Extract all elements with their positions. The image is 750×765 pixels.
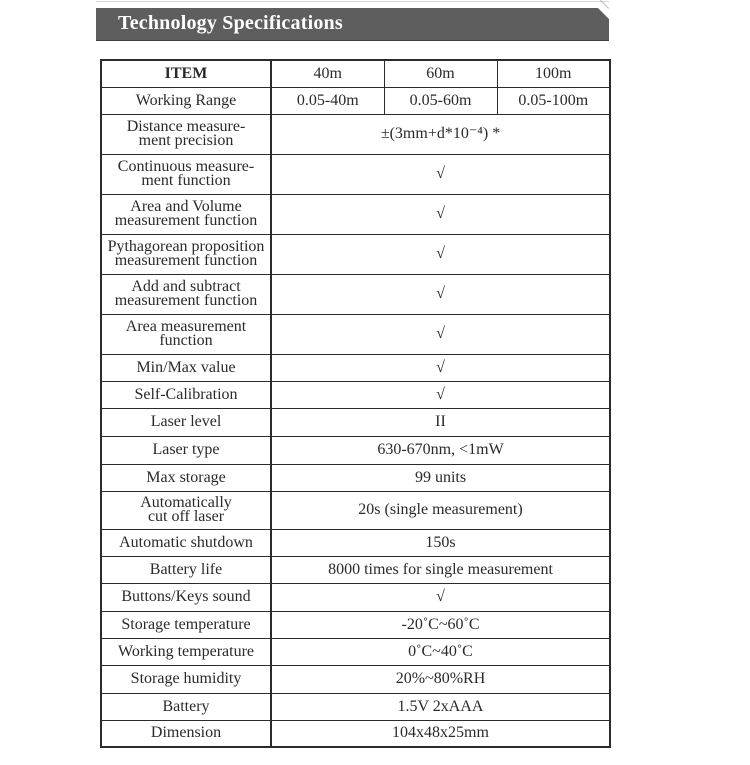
column-header-60m: 60m bbox=[384, 60, 497, 87]
top-rule bbox=[96, 1, 609, 2]
row-label-line: cut off laser bbox=[147, 508, 225, 525]
row-label-line: Area and Volume bbox=[130, 198, 242, 215]
row-label-line: measurement function bbox=[114, 212, 258, 229]
row-label bbox=[101, 154, 271, 194]
row-label: Max storage bbox=[101, 464, 271, 491]
table-row bbox=[101, 154, 610, 194]
table-row bbox=[101, 436, 610, 464]
row-label: Battery life bbox=[101, 556, 271, 583]
cell-value: 1.5V 2xAAA bbox=[271, 693, 610, 720]
corner-fold-decoration bbox=[598, 8, 609, 19]
cell-value: 0.05-100m bbox=[497, 87, 610, 114]
row-label-line: function bbox=[159, 332, 213, 349]
cell-value: 104x48x25mm bbox=[271, 720, 610, 747]
table-row bbox=[101, 583, 610, 611]
row-label: Working Range bbox=[101, 87, 271, 114]
table-row bbox=[101, 314, 610, 354]
cell-value: -20˚C~60˚C bbox=[271, 611, 610, 638]
check-mark: √ bbox=[271, 154, 610, 194]
cell-value: 0˚C~40˚C bbox=[271, 638, 610, 665]
table-header-row bbox=[101, 60, 610, 87]
table-row bbox=[101, 464, 610, 491]
table-row bbox=[101, 354, 610, 381]
row-label: Dimension bbox=[101, 720, 271, 747]
table-row bbox=[101, 529, 610, 556]
row-label: Battery bbox=[101, 693, 271, 720]
cell-value: 0.05-60m bbox=[384, 87, 497, 114]
row-label: Storage temperature bbox=[101, 611, 271, 638]
table-row bbox=[101, 194, 610, 234]
row-label: Laser level bbox=[101, 408, 271, 436]
row-label bbox=[101, 114, 271, 154]
column-header-40m: 40m bbox=[271, 60, 384, 87]
cell-value: II bbox=[271, 408, 610, 436]
check-mark: √ bbox=[271, 274, 610, 314]
row-label: Buttons/Keys sound bbox=[101, 583, 271, 611]
check-mark: √ bbox=[271, 194, 610, 234]
cell-value: 20s (single measurement) bbox=[271, 491, 610, 529]
row-label-line: measurement function bbox=[114, 252, 258, 269]
row-label-line: Pythagorean proposition bbox=[107, 238, 265, 255]
row-label bbox=[101, 491, 271, 529]
row-label-line: measurement function bbox=[114, 292, 258, 309]
table-row bbox=[101, 665, 610, 693]
spec-table bbox=[100, 59, 611, 748]
cell-value: 150s bbox=[271, 529, 610, 556]
row-label bbox=[101, 194, 271, 234]
check-mark: √ bbox=[271, 354, 610, 381]
row-label: Storage humidity bbox=[101, 665, 271, 693]
column-header-item: ITEM bbox=[101, 60, 271, 87]
column-header-100m: 100m bbox=[497, 60, 610, 87]
table-row bbox=[101, 114, 610, 154]
table-row bbox=[101, 720, 610, 747]
table-row bbox=[101, 556, 610, 583]
table-row bbox=[101, 611, 610, 638]
check-mark: √ bbox=[271, 314, 610, 354]
section-header bbox=[96, 8, 609, 41]
cell-value: 0.05-40m bbox=[271, 87, 384, 114]
row-label-line: Automatically bbox=[140, 494, 232, 511]
row-label-line: Area measurement bbox=[125, 318, 247, 335]
table-row bbox=[101, 408, 610, 436]
cell-value: ±(3mm+d*10⁻⁴) * bbox=[271, 114, 610, 154]
section-title: Technology Specifications bbox=[118, 12, 343, 34]
row-label-line: Distance measure- bbox=[126, 118, 246, 135]
table-row bbox=[101, 87, 610, 114]
row-label-line: Add and subtract bbox=[131, 278, 241, 295]
row-label-line: ment function bbox=[141, 172, 231, 189]
cell-value: 99 units bbox=[271, 464, 610, 491]
table-row bbox=[101, 274, 610, 314]
row-label: Self-Calibration bbox=[101, 381, 271, 408]
cell-value: 8000 times for single measurement bbox=[271, 556, 610, 583]
row-label: Min/Max value bbox=[101, 354, 271, 381]
row-label bbox=[101, 234, 271, 274]
table-row bbox=[101, 234, 610, 274]
row-label: Automatic shutdown bbox=[101, 529, 271, 556]
check-mark: √ bbox=[271, 583, 610, 611]
check-mark: √ bbox=[271, 234, 610, 274]
table-row bbox=[101, 693, 610, 720]
cell-value: 630-670nm, <1mW bbox=[271, 436, 610, 464]
row-label: Laser type bbox=[101, 436, 271, 464]
table-row bbox=[101, 638, 610, 665]
row-label-line: Continuous measure- bbox=[117, 158, 255, 175]
table-row bbox=[101, 381, 610, 408]
table-row bbox=[101, 491, 610, 529]
row-label: Working temperature bbox=[101, 638, 271, 665]
row-label-line: ment precision bbox=[138, 132, 234, 149]
row-label bbox=[101, 314, 271, 354]
cell-value: 20%~80%RH bbox=[271, 665, 610, 693]
check-mark: √ bbox=[271, 381, 610, 408]
row-label bbox=[101, 274, 271, 314]
